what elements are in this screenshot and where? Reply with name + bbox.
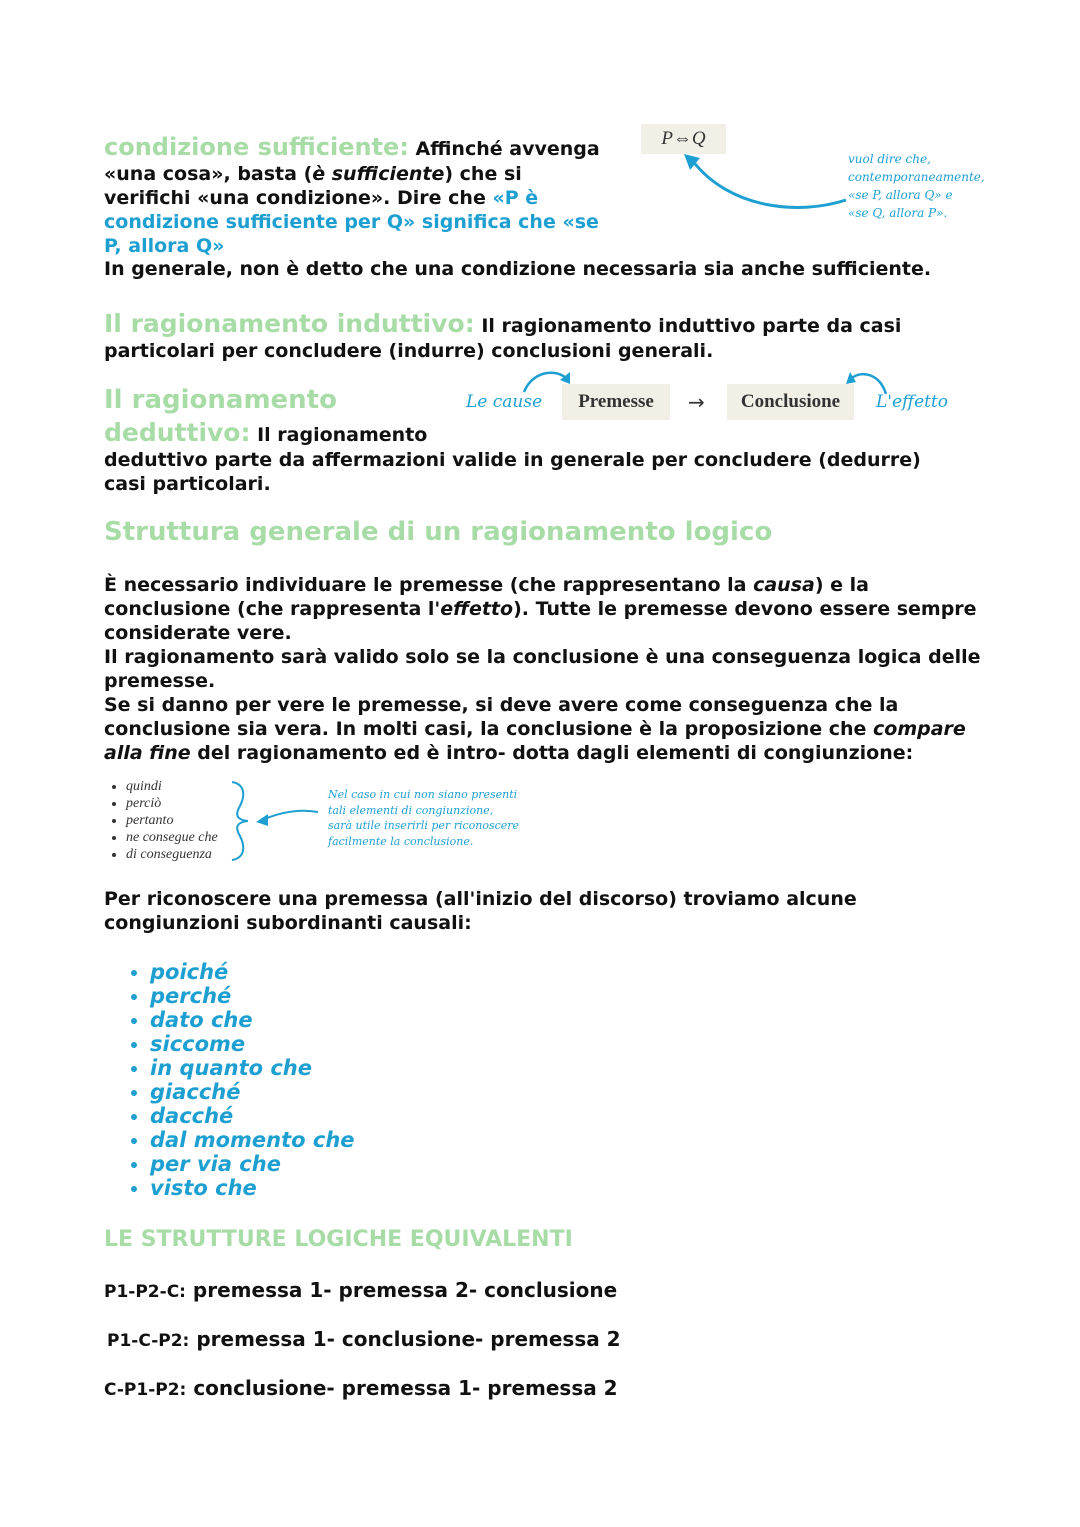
list-item: • perché — [150, 984, 355, 1008]
list-item: • perciò — [126, 795, 218, 812]
conjunction-list — [104, 778, 218, 863]
list-item: • dacché — [150, 1104, 355, 1128]
premesse-box: Premesse — [562, 384, 670, 420]
list-item: • giacché — [150, 1080, 355, 1104]
list-item: • visto che — [150, 1176, 355, 1200]
list-item: • poiché — [150, 960, 355, 984]
premise-intro: Per riconoscere una premessa (all'inizio del discorso) troviamo alcune congiunzioni subordinanti causali: — [104, 888, 857, 934]
list-item: • di conseguenza — [126, 846, 218, 863]
conjunction-note: Nel caso in cui non siano presenti tali elementi di congiunzione, sarà utile inserirli per riconoscere facilmente la conclusione. — [328, 788, 520, 848]
deductive-title-line1: Il ragionamento — [104, 385, 337, 415]
causal-conjunction-list — [104, 960, 355, 1200]
effetto-label: L'effetto — [876, 392, 949, 412]
list-item: • pertanto — [126, 812, 218, 829]
p-iff-q-box: P⇔Q — [641, 124, 726, 154]
list-item: • dal momento che — [150, 1128, 355, 1152]
curly-brace-with-arrow — [226, 778, 326, 864]
list-item: • in quanto che — [150, 1056, 355, 1080]
sufficient-condition-title: condizione sufficiente: — [104, 133, 409, 161]
structure-title: Struttura generale di un ragionamento logico — [104, 517, 773, 547]
list-item: • ne consegue che — [126, 829, 218, 846]
conclusione-box: Conclusione — [727, 384, 854, 420]
structure-row-3: C-P1-P2: conclusione- premessa 1- premessa 2 — [104, 1376, 618, 1400]
inductive-paragraph: Il ragionamento induttivo: Il ragionamento induttivo parte da casi particolari per concludere (indurre) conclusioni generali. — [104, 309, 902, 362]
structure-row-2: P1-C-P2: premessa 1- conclusione- premessa 2 — [107, 1327, 621, 1351]
deductive-title-line2: deduttivo: — [104, 418, 251, 447]
premesse-to-conclusione-arrow: → — [688, 390, 705, 414]
list-item: • siccome — [150, 1032, 355, 1056]
pq-curved-arrow — [680, 150, 850, 215]
equivalent-structures-title: LE STRUTTURE LOGICHE EQUIVALENTI — [104, 1227, 573, 1252]
inductive-title: Il ragionamento induttivo: — [104, 309, 475, 338]
sufficient-condition-paragraph: condizione sufficiente: Affinché avvenga «una cosa», basta (è sufficiente) che si verifichi «una condizione». Dire che «P è condizione sufficiente per Q» significa che «se P, allora Q» — [104, 133, 600, 257]
structure-row-1: P1-P2-C: premessa 1- premessa 2- conclusione — [104, 1278, 618, 1302]
list-item: • quindi — [126, 778, 218, 795]
pq-handwritten-note: vuol dire che, contemporaneamente, «se P, allora Q» e «se Q, allora P». — [848, 152, 985, 220]
structure-paragraph: È necessario individuare le premesse (che rappresentano la causa) e la conclusione (che rappresenta l'effetto). Tutte le premesse devono essere sempre considerate vere. Il ragionamento sarà valido solo se la conclusione è una conseguenza logica delle premesse. Se si danno per vere le premesse, si deve avere come conseguenza che la conclusione sia vera. In molti casi, la conclusione è la proposizione che compare alla fine del ragionamento ed è intro- dotta dagli elementi di congiunzione: — [104, 574, 981, 764]
list-item: • dato che — [150, 1008, 355, 1032]
le-cause-label: Le cause — [466, 392, 543, 412]
deductive-paragraph: deduttivo: Il ragionamento deduttivo parte da affermazioni valide in generale per concludere (dedurre) casi particolari. — [104, 418, 921, 495]
list-item: • per via che — [150, 1152, 355, 1176]
general-note: In generale, non è detto che una condizione necessaria sia anche sufficiente. — [104, 258, 932, 280]
